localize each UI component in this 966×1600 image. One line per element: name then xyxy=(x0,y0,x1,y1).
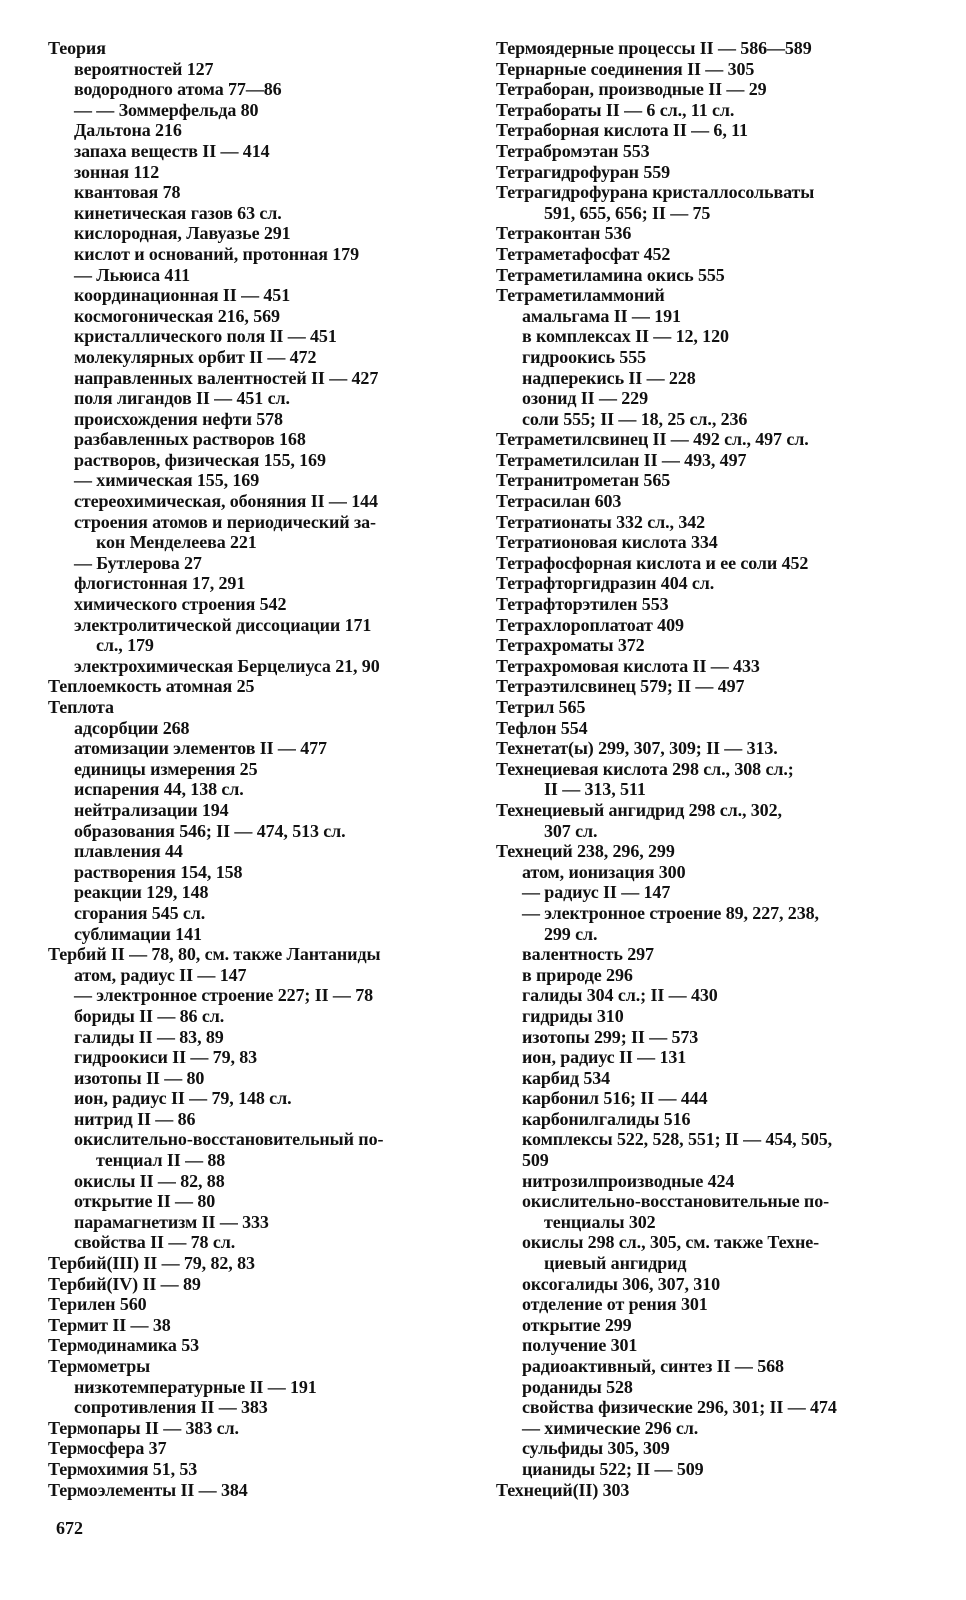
index-subentry: радиоактивный, синтез II — 568 xyxy=(522,1356,784,1376)
index-subentry: единицы измерения 25 xyxy=(74,758,258,779)
index-subentry: валентность 297 xyxy=(522,944,654,965)
index-subentry: плавления 44 xyxy=(74,841,183,862)
index-subentry: 591, 655, 656; II — 75 xyxy=(544,202,711,223)
index-subentry: — химические 296 сл. xyxy=(522,1417,699,1438)
index-subentry: кинетическая газов 63 сл. xyxy=(74,202,282,223)
index-heading: Тетрабромэтан 553 xyxy=(496,140,650,161)
index-subentry: отделение от рения 301 xyxy=(522,1294,708,1315)
index-heading: Термоядерные процессы II — 586—589 xyxy=(496,38,812,58)
index-heading: Тетраконтан 536 xyxy=(496,223,632,244)
index-subentry: — электронное строение 89, 227, 238, xyxy=(522,902,819,923)
index-subentry: сопротивления II — 383 xyxy=(74,1397,268,1418)
index-heading: Тетраборан, производные II — 29 xyxy=(496,79,767,100)
index-subentry: карбид 534 xyxy=(522,1067,611,1088)
index-subentry: — химическая 155, 169 xyxy=(74,470,260,491)
index-subentry: галиды 304 сл.; II — 430 xyxy=(522,985,718,1006)
index-heading: Тетранитрометан 565 xyxy=(496,470,671,491)
index-subentry: озонид II — 229 xyxy=(522,388,648,409)
index-subentry: атом, ионизация 300 xyxy=(522,861,686,882)
index-subentry: роданиды 528 xyxy=(522,1376,633,1397)
index-subentry: растворов, физическая 155, 169 xyxy=(74,449,326,470)
index-subentry: Дальтона 216 xyxy=(74,120,182,141)
index-subentry: — Бутлерова 27 xyxy=(74,552,202,573)
index-heading: Термит II — 38 xyxy=(48,1314,171,1335)
index-heading: Тернарные соединения II — 305 xyxy=(496,58,755,79)
index-subentry: водородного атома 77—86 xyxy=(74,79,282,100)
index-subentry: изотопы II — 80 xyxy=(74,1067,205,1088)
index-subentry: флогистонная 17, 291 xyxy=(74,573,246,594)
index-subentry: получение 301 xyxy=(522,1335,638,1356)
index-subentry: координационная II — 451 xyxy=(74,285,291,306)
index-subentry: происхождения нефти 578 xyxy=(74,408,283,429)
index-subentry: 509 xyxy=(522,1150,549,1171)
index-subentry: окислы II — 82, 88 xyxy=(74,1170,225,1191)
index-subentry: изотопы 299; II — 573 xyxy=(522,1026,699,1047)
index-subentry: комплексы 522, 528, 551; II — 454, 505, xyxy=(522,1129,833,1150)
index-subentry: карбонилгалиды 516 xyxy=(522,1108,691,1129)
index-subentry: — радиус II — 147 xyxy=(522,882,671,903)
index-subentry: амальгама II — 191 xyxy=(522,305,681,326)
index-subentry: тенциал II — 88 xyxy=(96,1150,226,1171)
index-subentry: поля лигандов II — 451 сл. xyxy=(74,388,290,409)
index-subentry: — электронное строение 227; II — 78 xyxy=(74,985,374,1006)
index-heading: Теплоемкость атомная 25 xyxy=(48,676,255,697)
index-subentry: вероятностей 127 xyxy=(74,58,214,79)
index-subentry: атом, радиус II — 147 xyxy=(74,964,247,985)
index-heading: Тетрил 565 xyxy=(496,697,586,717)
index-heading: Тетрабораты II — 6 сл., 11 сл. xyxy=(496,99,735,120)
index-heading: Теория xyxy=(48,38,106,58)
index-subentry: электрохимическая Берцелиуса 21, 90 xyxy=(74,655,380,676)
index-subentry: нейтрализации 194 xyxy=(74,799,229,820)
index-subentry: кислородная, Лавуазье 291 xyxy=(74,223,291,244)
index-heading: Технеций 238, 296, 299 xyxy=(496,841,675,862)
index-subentry: стереохимическая, обоняния II — 144 xyxy=(74,491,378,512)
index-heading: Тетраметиламмоний xyxy=(496,285,665,306)
index-heading: Термометры xyxy=(48,1356,151,1376)
index-heading: Термопары II — 383 сл. xyxy=(48,1417,239,1438)
index-subentry: нитрид II — 86 xyxy=(74,1108,196,1129)
index-heading: Термохимия 51, 53 xyxy=(48,1458,198,1479)
index-heading: Терилен 560 xyxy=(48,1294,147,1315)
index-subentry: квантовая 78 xyxy=(74,182,181,203)
index-subentry: гидроокиси II — 79, 83 xyxy=(74,1047,258,1068)
index-heading: Тетрасилан 603 xyxy=(496,491,622,512)
index-subentry: — Льюиса 411 xyxy=(74,264,191,285)
index-subentry: гидроокись 555 xyxy=(522,346,647,367)
index-column-right xyxy=(496,38,916,1500)
index-subentry: окислительно-восстановительные по- xyxy=(522,1191,829,1212)
index-subentry: цианиды 522; II — 509 xyxy=(522,1458,704,1479)
index-subentry: окислы 298 сл., 305, см. также Техне- xyxy=(522,1232,820,1253)
index-subentry: кон Менделеева 221 xyxy=(96,532,257,553)
index-heading: Тетрафосфорная кислота и ее соли 452 xyxy=(496,552,809,573)
index-subentry: растворения 154, 158 xyxy=(74,861,243,882)
index-heading: Тетрахлороплатоат 409 xyxy=(496,614,684,635)
index-subentry: окислительно-восстановительный по- xyxy=(74,1129,384,1150)
index-subentry: низкотемпературные II — 191 xyxy=(74,1376,317,1397)
index-subentry: ион, радиус II — 131 xyxy=(522,1047,687,1068)
index-heading: Тербий(III) II — 79, 82, 83 xyxy=(48,1253,255,1274)
index-heading: Тетраметилсилан II — 493, 497 xyxy=(496,449,747,470)
index-heading: Тетраметафосфат 452 xyxy=(496,243,671,264)
index-heading: Тетраметиламина окись 555 xyxy=(496,264,725,285)
index-subentry: гидриды 310 xyxy=(522,1005,624,1026)
index-subentry: электролитической диссоциации 171 xyxy=(74,614,372,635)
index-heading: Тетраэтилсвинец 579; II — 497 xyxy=(496,676,745,697)
index-subentry: космогоническая 216, 569 xyxy=(74,305,280,326)
index-subentry: испарения 44, 138 сл. xyxy=(74,779,244,800)
index-heading: Технеций(II) 303 xyxy=(496,1479,630,1500)
index-subentry: адсорбции 268 xyxy=(74,717,190,738)
index-heading: Тетрагидрофурана кристаллосольваты xyxy=(496,182,815,203)
index-heading: Тефлон 554 xyxy=(496,717,588,738)
index-subentry: сульфиды 305, 309 xyxy=(522,1438,670,1459)
page-number: 672 xyxy=(56,1518,83,1538)
index-subentry: атомизации элементов II — 477 xyxy=(74,738,327,759)
index-subentry: карбонил 516; II — 444 xyxy=(522,1088,708,1109)
index-column-left xyxy=(48,38,468,1500)
index-subentry: образования 546; II — 474, 513 сл. xyxy=(74,820,346,841)
index-heading: Тетрахромовая кислота II — 433 xyxy=(496,655,760,676)
index-subentry: свойства физические 296, 301; II — 474 xyxy=(522,1397,837,1418)
index-heading: Тетрафторэтилен 553 xyxy=(496,594,669,615)
index-heading: Тетраметилсвинец II — 492 сл., 497 сл. xyxy=(496,429,809,450)
index-subentry: открытие II — 80 xyxy=(74,1191,216,1212)
index-subentry: надперекись II — 228 xyxy=(522,367,696,388)
index-heading: Технециевый ангидрид 298 сл., 302, xyxy=(496,799,782,820)
index-subentry: тенциалы 302 xyxy=(544,1211,656,1232)
index-heading: Тетратионовая кислота 334 xyxy=(496,532,718,553)
index-subentry: ион, радиус II — 79, 148 сл. xyxy=(74,1088,292,1109)
index-heading: Тетрагидрофуран 559 xyxy=(496,161,671,182)
index-subentry: запаха веществ II — 414 xyxy=(74,140,270,161)
index-subentry: строения атомов и периодический за- xyxy=(74,511,376,532)
index-subentry: открытие 299 xyxy=(522,1314,632,1335)
index-subentry: зонная 112 xyxy=(74,161,160,182)
index-subentry: галиды II — 83, 89 xyxy=(74,1026,224,1047)
index-subentry: II — 313, 511 xyxy=(544,779,646,800)
index-subentry: в природе 296 xyxy=(522,964,633,985)
index-subentry: сгорания 545 сл. xyxy=(74,902,206,923)
index-heading: Технециевая кислота 298 сл., 308 сл.; xyxy=(496,758,794,779)
index-subentry: 299 сл. xyxy=(544,923,598,944)
index-heading: Термосфера 37 xyxy=(48,1438,167,1459)
index-heading: Термоэлементы II — 384 xyxy=(48,1479,248,1500)
index-subentry: реакции 129, 148 xyxy=(74,882,209,903)
index-heading: Технетат(ы) 299, 307, 309; II — 313. xyxy=(496,738,778,759)
index-subentry: кристаллического поля II — 451 xyxy=(74,326,337,347)
index-subentry: разбавленных растворов 168 xyxy=(74,429,306,450)
index-heading: Тетратионаты 332 сл., 342 xyxy=(496,511,706,532)
index-subentry: нитрозилпроизводные 424 xyxy=(522,1170,735,1191)
index-subentry: свойства II — 78 сл. xyxy=(74,1232,236,1253)
index-heading: Теплота xyxy=(48,697,114,717)
index-heading: Тербий(IV) II — 89 xyxy=(48,1273,201,1294)
index-heading: Термодинамика 53 xyxy=(48,1335,200,1356)
index-subentry: бориды II — 86 сл. xyxy=(74,1005,225,1026)
index-subentry: оксогалиды 306, 307, 310 xyxy=(522,1273,720,1294)
index-subentry: направленных валентностей II — 427 xyxy=(74,367,379,388)
index-subentry: сублимации 141 xyxy=(74,923,202,944)
index-subentry: циевый ангидрид xyxy=(544,1253,687,1274)
index-subentry: сл., 179 xyxy=(96,635,154,656)
index-subentry: химического строения 542 xyxy=(74,594,287,615)
index-subentry: соли 555; II — 18, 25 сл., 236 xyxy=(522,408,748,429)
index-heading: Тербий II — 78, 80, см. также Лантаниды xyxy=(48,944,381,965)
index-subentry: молекулярных орбит II — 472 xyxy=(74,346,317,367)
index-subentry: — — Зоммерфельда 80 xyxy=(74,99,259,120)
index-heading: Тетрафторгидразин 404 сл. xyxy=(496,573,715,594)
index-heading: Тетрахроматы 372 xyxy=(496,635,645,656)
index-heading: Тетраборная кислота II — 6, 11 xyxy=(496,120,748,141)
index-subentry: 307 сл. xyxy=(544,820,598,841)
index-subentry: парамагнетизм II — 333 xyxy=(74,1211,269,1232)
index-subentry: в комплексах II — 12, 120 xyxy=(522,326,729,347)
index-subentry: кислот и оснований, протонная 179 xyxy=(74,243,359,264)
